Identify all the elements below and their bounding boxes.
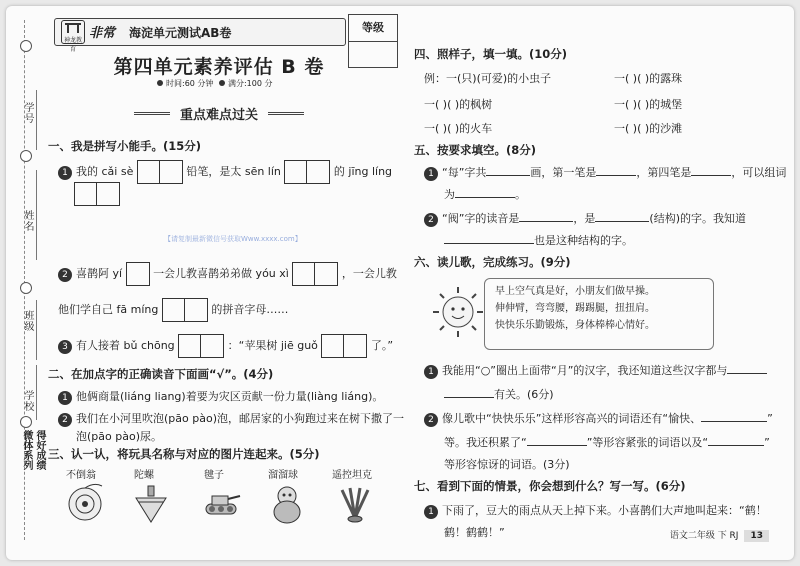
answer-blank[interactable] xyxy=(519,221,573,222)
left-page xyxy=(44,14,404,554)
answer-blank[interactable] xyxy=(444,243,534,244)
q2-item2-cont: 泡(pāo pào)尿。 xyxy=(76,430,162,443)
shuttlecock-picture[interactable] xyxy=(334,482,376,524)
spinning-top-picture[interactable] xyxy=(130,482,172,524)
q6-item2: 2 像儿歌中“快快乐乐”这样形容高兴的词语还有“愉快、 ” xyxy=(424,410,773,427)
q6-item1: 1 我能用“○”圈出上面带“月”的汉字，我还知道这些汉字都与 xyxy=(424,362,767,379)
student-number-line xyxy=(36,90,37,150)
binding-strip xyxy=(16,20,45,550)
q4-blank-castle[interactable]: 一( )( )的城堡 xyxy=(614,98,683,111)
grade-box xyxy=(348,14,398,68)
nursery-rhyme-box xyxy=(484,278,714,350)
q5-item2-cont: 也是这种结构的字。 xyxy=(444,232,633,248)
pinyin-answer-grid[interactable] xyxy=(292,262,338,286)
q2-item2: 2 我们在小河里吹泡(pāo pào)泡，邮居家的小狗跑过来在树下撒了一 xyxy=(58,410,404,427)
right-page xyxy=(414,14,789,554)
q5-item2: 2 “阀”字的读音是 ，是 (结构)的字。我知道 xyxy=(424,210,746,227)
pinyin-answer-grid[interactable] xyxy=(126,262,150,286)
slogan-b: 得好成绩 xyxy=(34,430,45,470)
grade-label: 等级 xyxy=(362,21,384,34)
answer-blank[interactable] xyxy=(486,175,530,176)
binding-hole xyxy=(20,40,32,52)
gate-icon xyxy=(63,21,83,33)
slogan-a: 微体系列 xyxy=(21,430,32,470)
q4-blank-train[interactable]: 一( )( )的火车 xyxy=(424,122,493,135)
toy-label-top[interactable]: 陀螺 xyxy=(134,470,154,481)
answer-blank[interactable] xyxy=(727,373,767,374)
q4-blank-beach[interactable]: 一( )( )的沙滩 xyxy=(614,122,683,135)
q1-item3: 3 有人接着 bǔ chōng ：“苹果树 jiē guǒ 了。” xyxy=(58,334,393,358)
exam-sheet xyxy=(6,6,794,560)
brand-name: 非常 xyxy=(89,26,116,41)
rc-tank-picture[interactable] xyxy=(200,482,242,524)
answer-blank[interactable] xyxy=(596,175,636,176)
q1-item2: 2 喜鹊阿 yí 一会儿教喜鹊弟弟做 yóu xì ，一会儿教 xyxy=(58,262,397,286)
rhyme-line: 早上空气真是好，小朋友们做早操。 xyxy=(495,286,655,297)
answer-blank[interactable] xyxy=(691,175,731,176)
q1-item1: 1 我的 cǎi sè 铅笔，是太 sēn lín 的 jīng líng xyxy=(58,160,392,184)
q7-item1: 1 下雨了，豆大的雨点从天上掉下来。小喜鹊们大声地叫起来：“鹤！ xyxy=(424,502,767,519)
answer-blank[interactable] xyxy=(708,445,764,446)
binding-hole xyxy=(20,416,32,428)
q1-item1-grid2 xyxy=(74,182,120,206)
answer-blank[interactable] xyxy=(701,421,767,422)
binding-hole xyxy=(20,150,32,162)
school-label: 学校 xyxy=(22,390,33,412)
section-banner: 重点难点过关 xyxy=(134,104,304,123)
q5-item1: 1 “每”字共 画，第一笔是 ，第四笔是 ，可以组词 xyxy=(424,164,786,181)
name-line xyxy=(36,170,37,260)
q6-item2-end: 等形容惊讶的词语。(3分) xyxy=(444,458,570,471)
answer-blank[interactable] xyxy=(455,197,515,198)
pinyin-answer-grid[interactable] xyxy=(74,182,120,206)
page-title: 第四单元素养评估 B 卷 xyxy=(113,56,325,78)
pinyin-answer-grid[interactable] xyxy=(137,160,183,184)
class-label: 班级 xyxy=(22,310,33,332)
answer-blank[interactable] xyxy=(444,397,494,398)
q5-item1-cont: 为 。 xyxy=(444,188,526,201)
series-name: 海淀单元测试AB卷 xyxy=(129,26,232,40)
q2-item1: 1 他俩商量(liáng liang)着要为灾区贡献一份力量(liàng liáng)。 xyxy=(58,388,383,405)
toy-label-rc-tank[interactable]: 遥控坦克 xyxy=(332,470,372,481)
tumbler-doll-picture[interactable] xyxy=(266,482,308,524)
q6-item1-cont: 有关。(6分) xyxy=(444,386,554,402)
q4-blank-maple[interactable]: 一( )( )的枫树 xyxy=(424,98,493,111)
toy-label-shuttlecock[interactable]: 毽子 xyxy=(204,470,224,481)
q4-example: 例：一(只)(可爱)的小虫子 xyxy=(424,72,552,85)
full-score: 满分:100 分 xyxy=(227,79,273,88)
logo-text: 神龙教育 xyxy=(63,37,82,53)
pinyin-answer-grid[interactable] xyxy=(178,334,224,358)
pinyin-answer-grid[interactable] xyxy=(162,298,208,322)
q1-heading: 一、我是拼写小能手。(15分) xyxy=(48,139,202,153)
pinyin-answer-grid[interactable] xyxy=(321,334,367,358)
answer-blank[interactable] xyxy=(527,445,587,446)
smiling-sun-icon xyxy=(430,284,486,340)
q6-heading: 六、读儿歌，完成练习。(9分) xyxy=(414,255,571,269)
q2-heading: 二、在加点字的正确读音下面画“√”。(4分) xyxy=(48,367,274,381)
binding-hole xyxy=(20,282,32,294)
pinyin-answer-grid[interactable] xyxy=(284,160,330,184)
page-footer xyxy=(670,528,769,542)
school-line xyxy=(36,365,37,420)
q6-item2-cont: 等。我还积累了“ ”等形容紧张的词语以及“ ” xyxy=(444,436,770,449)
toy-label-yoyo[interactable]: 溜溜球 xyxy=(268,470,298,481)
class-line xyxy=(36,300,37,360)
toy-label-tumbler[interactable]: 不倒翁 xyxy=(66,470,96,481)
rhyme-line: 快快乐乐勤锻炼，身体棒棒心情好。 xyxy=(495,320,655,331)
name-label: 姓名 xyxy=(22,210,33,232)
time-limit: 时间:60 分钟 xyxy=(166,79,214,88)
page-number: 13 xyxy=(744,530,769,542)
watermark-text: 【请复制最新微信号获取Www.xxxx.com】 xyxy=(164,235,302,243)
student-number-label: 学号 xyxy=(22,102,33,124)
q7-heading: 七、看到下面的情景，你会想到什么？写一写。(6分) xyxy=(414,479,686,493)
footer-text: 语文二年级 下 RJ xyxy=(669,531,739,541)
series-banner xyxy=(54,18,346,53)
exam-meta xyxy=(154,78,272,89)
rhyme-line: 伸伸臂，弯弯腰，踢踢腿，扭扭肩。 xyxy=(495,303,655,314)
publisher-logo xyxy=(61,20,85,53)
q5-heading: 五、按要求填空。(8分) xyxy=(414,143,537,157)
q3-heading: 三、认一认，将玩具名称与对应的图片连起来。(5分) xyxy=(48,447,320,461)
q1-item2-cont: 他们学自己 fā míng 的拼音字母…… xyxy=(58,298,288,322)
q4-heading: 四、照样子，填一填。(10分) xyxy=(414,47,568,61)
answer-blank[interactable] xyxy=(595,221,649,222)
yoyo-picture[interactable] xyxy=(64,482,106,524)
q7-item1-cont: 鹤！鹤鹤！” xyxy=(444,526,505,539)
q4-blank-dewdrop[interactable]: 一( )( )的露珠 xyxy=(614,72,683,85)
